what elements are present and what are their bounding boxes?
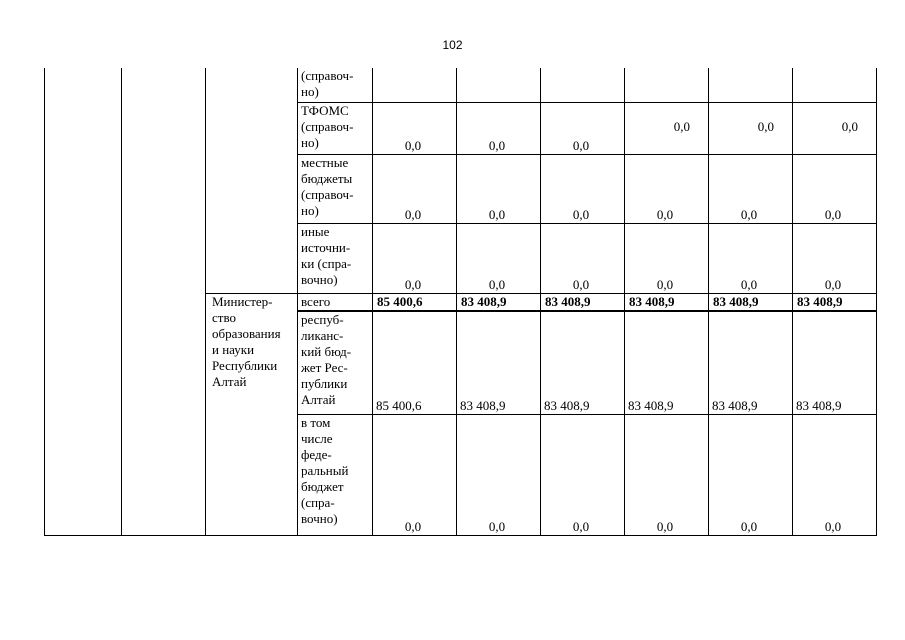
value-cell — [373, 68, 457, 102]
value-cell: 83 408,9 — [457, 311, 541, 414]
value-cell — [625, 68, 709, 102]
value-cell: 83 408,9 — [709, 293, 793, 311]
row-label: респуб- ликанс- кий бюд- жет Рес- публики Алтай — [298, 311, 373, 414]
row-label: (справоч- но) — [298, 68, 373, 102]
value-cell: 0,0 — [625, 414, 709, 535]
value-cell — [457, 68, 541, 102]
value-cell: 0,0 — [541, 154, 625, 223]
value-cell: 0,0 — [457, 223, 541, 293]
value-cell: 0,0 — [793, 154, 877, 223]
row-label: ТФОМС (справоч- но) — [298, 102, 373, 154]
table-row — [45, 68, 877, 102]
value-cell: 83 408,9 — [793, 311, 877, 414]
value-cell: 85 400,6 — [373, 293, 457, 311]
row-label: иные источни- ки (спра- вочно) — [298, 223, 373, 293]
value-cell: 0,0 — [625, 223, 709, 293]
value-cell: 0,0 — [457, 102, 541, 154]
page-number: 102 — [442, 38, 463, 52]
ministry-name: Министер- ство образования и науки Республики Алтай — [206, 293, 298, 535]
value-cell: 83 408,9 — [541, 311, 625, 414]
value-cell: 0,0 — [373, 414, 457, 535]
value-cell: 0,0 — [793, 102, 877, 154]
empty-cell — [122, 68, 206, 535]
value-cell: 0,0 — [709, 102, 793, 154]
value-cell: 83 408,9 — [793, 293, 877, 311]
value-cell: 0,0 — [541, 102, 625, 154]
value-cell: 83 408,9 — [625, 293, 709, 311]
value-cell: 0,0 — [793, 414, 877, 535]
row-label: местные бюджеты (справоч- но) — [298, 154, 373, 223]
value-cell: 0,0 — [625, 154, 709, 223]
empty-cell — [206, 68, 298, 293]
value-cell: 0,0 — [793, 223, 877, 293]
value-cell: 0,0 — [709, 154, 793, 223]
value-cell: 0,0 — [457, 414, 541, 535]
empty-cell — [45, 68, 122, 535]
value-cell: 83 408,9 — [709, 311, 793, 414]
row-label: всего — [298, 293, 373, 311]
value-cell: 83 408,9 — [457, 293, 541, 311]
value-cell: 0,0 — [709, 223, 793, 293]
value-cell: 0,0 — [373, 223, 457, 293]
value-cell: 0,0 — [541, 414, 625, 535]
value-cell: 0,0 — [625, 102, 709, 154]
value-cell: 0,0 — [457, 154, 541, 223]
value-cell — [709, 68, 793, 102]
value-cell — [541, 68, 625, 102]
value-cell: 85 400,6 — [373, 311, 457, 414]
row-label: в том числе феде- ральный бюджет (спра- вочно) — [298, 414, 373, 535]
value-cell: 83 408,9 — [541, 293, 625, 311]
value-cell: 0,0 — [373, 102, 457, 154]
value-cell: 0,0 — [541, 223, 625, 293]
value-cell — [793, 68, 877, 102]
value-cell: 83 408,9 — [625, 311, 709, 414]
value-cell: 0,0 — [373, 154, 457, 223]
budget-table — [44, 68, 877, 536]
value-cell: 0,0 — [709, 414, 793, 535]
